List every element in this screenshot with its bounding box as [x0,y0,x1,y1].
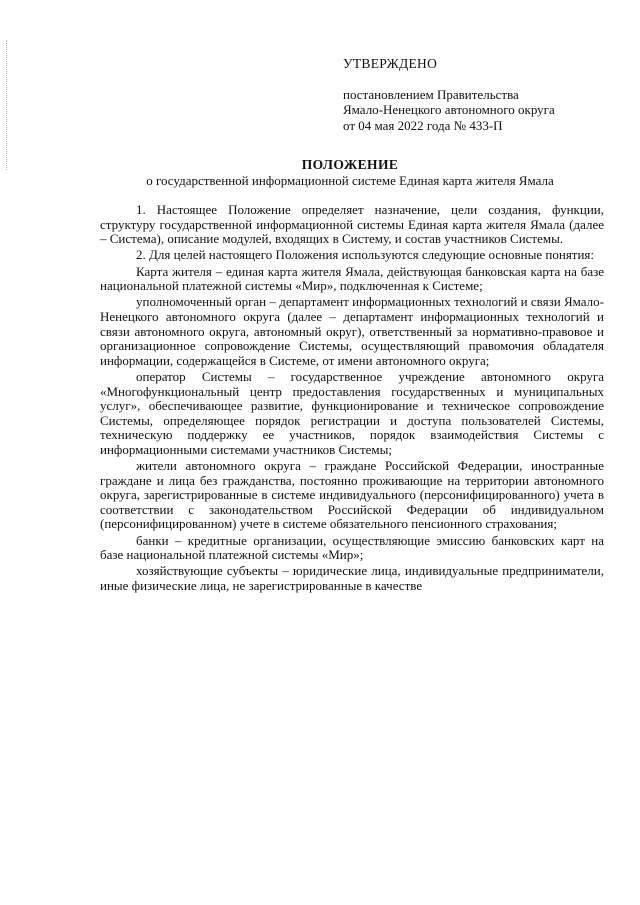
definition-authorized-body: уполномоченный орган – департамент информационных технологий и связи Ямало-Ненецкого автономного округа (далее – департамент информационных технологий и связи автономного округа, автономный округ), ответственный за нормативно-правовое и организационное сопровождение Системы, осуществляющий правомочия обладателя информации, содержащейся в Системе, от имени автономного округа; [100,294,604,368]
definition-business-entities: хозяйствующие субъекты – юридические лица, индивидуальные предприниматели, иные физические лица, не зарегистрированные в качестве [100,563,604,593]
approval-line: Ямало-Ненецкого автономного округа [343,102,555,117]
definition-resident-card: Карта жителя – единая карта жителя Ямала, действующая банковская карта на базе национальной платежной системы «Мир», подключенная к Системе; [100,263,604,294]
binding-margin-marks [6,40,9,170]
definition-banks: банки – кредитные организации, осуществляющие эмиссию банковских карт на базе национальной платежной системы «Мир»; [100,532,604,563]
approval-line: постановлением Правительства [343,86,519,102]
document-title: ПОЛОЖЕНИЕ [301,157,399,172]
paragraph-1: 1. Настоящее Положение определяет назначение, цели создания, функции, структуру государственной информационной системы Единая карта жителя Ямала (далее – Система), описание модулей, входящих в Систему, и состав участников Системы. [100,202,604,247]
document-body [100,203,604,595]
document-subtitle: о государственной информационной системе Единая карта жителя Ямала [146,173,554,188]
definition-system-operator: оператор Системы – государственное учреждение автономного округа «Многофункциональный центр предоставления государственных и муниципальных услуг», обеспечивающее развитие, функционирование и техническое сопровождение Системы, определяющее порядок регистрации и доступа пользователей Системы, техническую поддержку ее участников, порядок взаимодействия Системы с информационными системами участников Системы; [100,368,604,457]
definition-residents: жители автономного округа – граждане Российской Федерации, иностранные граждане и лица без гражданства, постоянно проживающие на территории автономного округа, зарегистрированные в системе индивидуального (персонифицированного) учета в соответствии с законодательством Российской Федерации об индивидуальном (персонифицированном) учете в системе обязательного пенсионного страхования; [100,458,604,532]
approval-stamp: УТВЕРЖДЕНО [343,56,438,71]
document-header [100,157,600,189]
approval-line: от 04 мая 2022 года № 433-П [343,117,503,133]
paragraph-2: 2. Для целей настоящего Положения используются следующие основные понятия: [136,247,595,263]
approval-block [343,56,623,133]
